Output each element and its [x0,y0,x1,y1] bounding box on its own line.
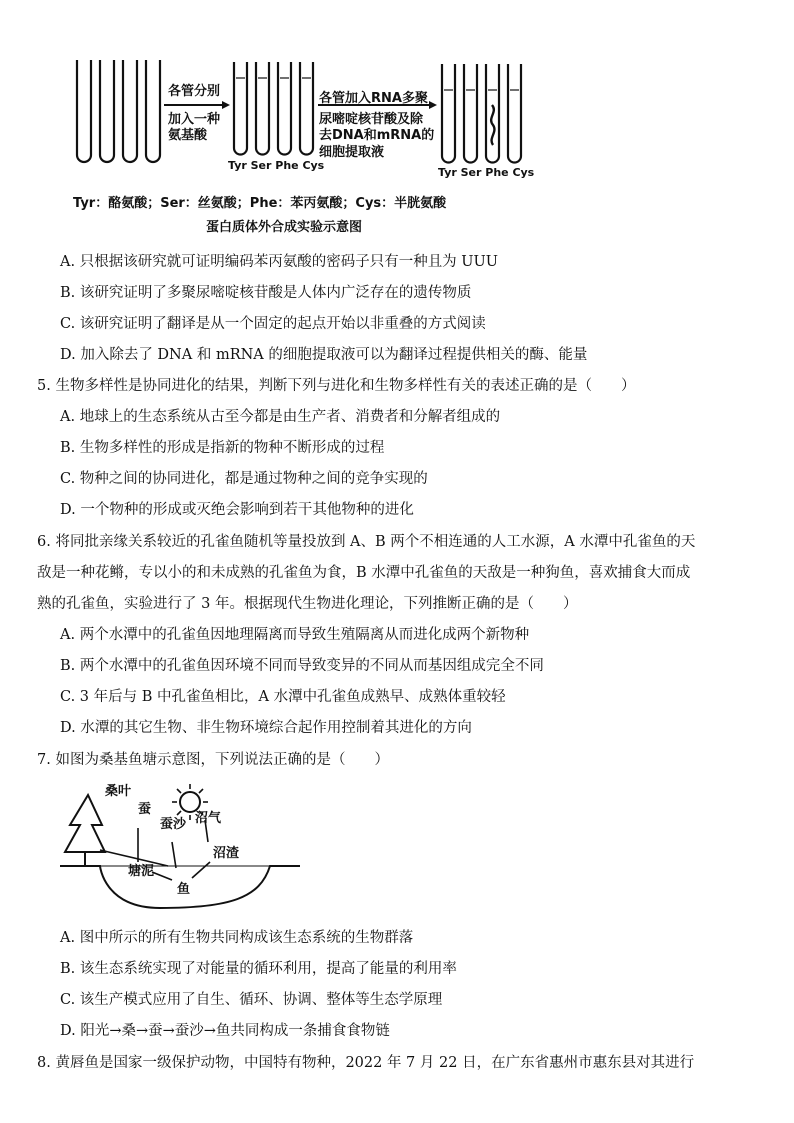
step2-line3: 去DNA和mRNA的 [319,128,435,143]
label-zhaoqi: 沼气 [195,811,222,826]
q7-option-c: C. 该生产模式应用了自生、循环、协调、整体等生态学原理 [60,992,443,1008]
q7-stem: 7. 如图为桑基鱼塘示意图，下列说法正确的是（ ） [37,752,389,768]
q6-stem-line2: 敌是一种花鳉，专以小的和未成熟的孔雀鱼为食，B 水潭中孔雀鱼的天敌是一种狗鱼，喜欢捕食大而成 [37,565,691,581]
step2-line2: 尿嘧啶核苷酸及除 [319,112,424,127]
q4-option-c: C. 该研究证明了翻译是从一个固定的起点开始以非重叠的方式阅读 [60,316,486,332]
figure-caption: 蛋白质体外合成实验示意图 [206,220,363,235]
protein-synthesis-figure [60,50,560,240]
q4-option-d: D. 加入除去了 DNA 和 mRNA 的细胞提取液可以为翻译过程提供相关的酶、能量 [60,347,588,363]
q6-option-c: C. 3 年后与 B 中孔雀鱼相比，A 水潭中孔雀鱼成熟早、成熟体重较轻 [60,689,506,705]
test-tubes-diagram [60,50,560,240]
step1-line3: 氨基酸 [168,128,208,143]
step1-line2: 加入一种 [168,112,221,127]
q8-stem: 8. 黄唇鱼是国家一级保护动物，中国特有物种，2022 年 7 月 22 日，在广东省惠州市惠东县对其进行 [37,1055,695,1071]
q7-option-a: A. 图中所示的所有生物共同构成该生态系统的生物群落 [60,930,414,946]
step1-line1: 各管分别 [168,84,221,99]
q6-option-b: B. 两个水潭中的孔雀鱼因环境不同而导致变异的不同从而基因组成完全不同 [60,658,544,674]
label-can: 蚕 [138,802,152,817]
amino-acid-legend: Tyr：酪氨酸；Ser：丝氨酸；Phe：苯丙氨酸；Cys：半胱氨酸 [73,196,447,211]
q6-stem-line3: 熟的孔雀鱼，实验进行了 3 年。根据现代生物进化理论，下列推断正确的是（ ） [37,596,578,612]
q4-option-a: A. 只根据该研究就可证明编码苯丙氨酸的密码子只有一种且为 UUU [60,254,498,270]
q7-option-d: D. 阳光→桑→蚕→蚕沙→鱼共同构成一条捕食食物链 [60,1023,390,1039]
q6-stem-line1: 6. 将同批亲缘关系较近的孔雀鱼随机等量投放到 A、B 两个不相连通的人工水源，A 水潭中孔雀鱼的天 [37,534,696,550]
q5-option-a: A. 地球上的生态系统从古至今都是由生产者、消费者和分解者组成的 [60,409,501,425]
label-tangni: 塘泥 [128,864,155,879]
q6-option-d: D. 水潭的其它生物、非生物环境综合起作用控制着其进化的方向 [60,720,472,736]
q5-option-d: D. 一个物种的形成或灭绝会影响到若干其他物种的进化 [60,502,414,518]
q5-stem: 5. 生物多样性是协同进化的结果，判断下列与进化和生物多样性有关的表述正确的是（ ） [37,378,636,394]
label-yu: 鱼 [177,882,191,897]
q7-option-b: B. 该生态系统实现了对能量的循环利用，提高了能量的利用率 [60,961,457,977]
label-cansha: 蚕沙 [160,817,187,832]
label-zhaozha: 沼渣 [213,846,240,861]
tube-labels-right: Tyr Ser Phe Cys [438,166,535,179]
q6-option-a: A. 两个水潭中的孔雀鱼因地理隔离而导致生殖隔离从而进化成两个新物种 [60,627,530,643]
label-sangye: 桑叶 [105,784,132,799]
step2-line1: 各管加入RNA多聚 [319,91,428,106]
step2-line4: 细胞提取液 [319,145,385,160]
q5-option-c: C. 物种之间的协同进化，都是通过物种之间的竞争实现的 [60,471,428,487]
q4-option-b: B. 该研究证明了多聚尿嘧啶核苷酸是人体内广泛存在的遗传物质 [60,285,472,301]
q5-option-b: B. 生物多样性的形成是指新的物种不断形成的过程 [60,440,385,456]
mulberry-fishpond-figure [60,780,300,910]
tube-labels-middle: Tyr Ser Phe Cys [228,159,325,172]
